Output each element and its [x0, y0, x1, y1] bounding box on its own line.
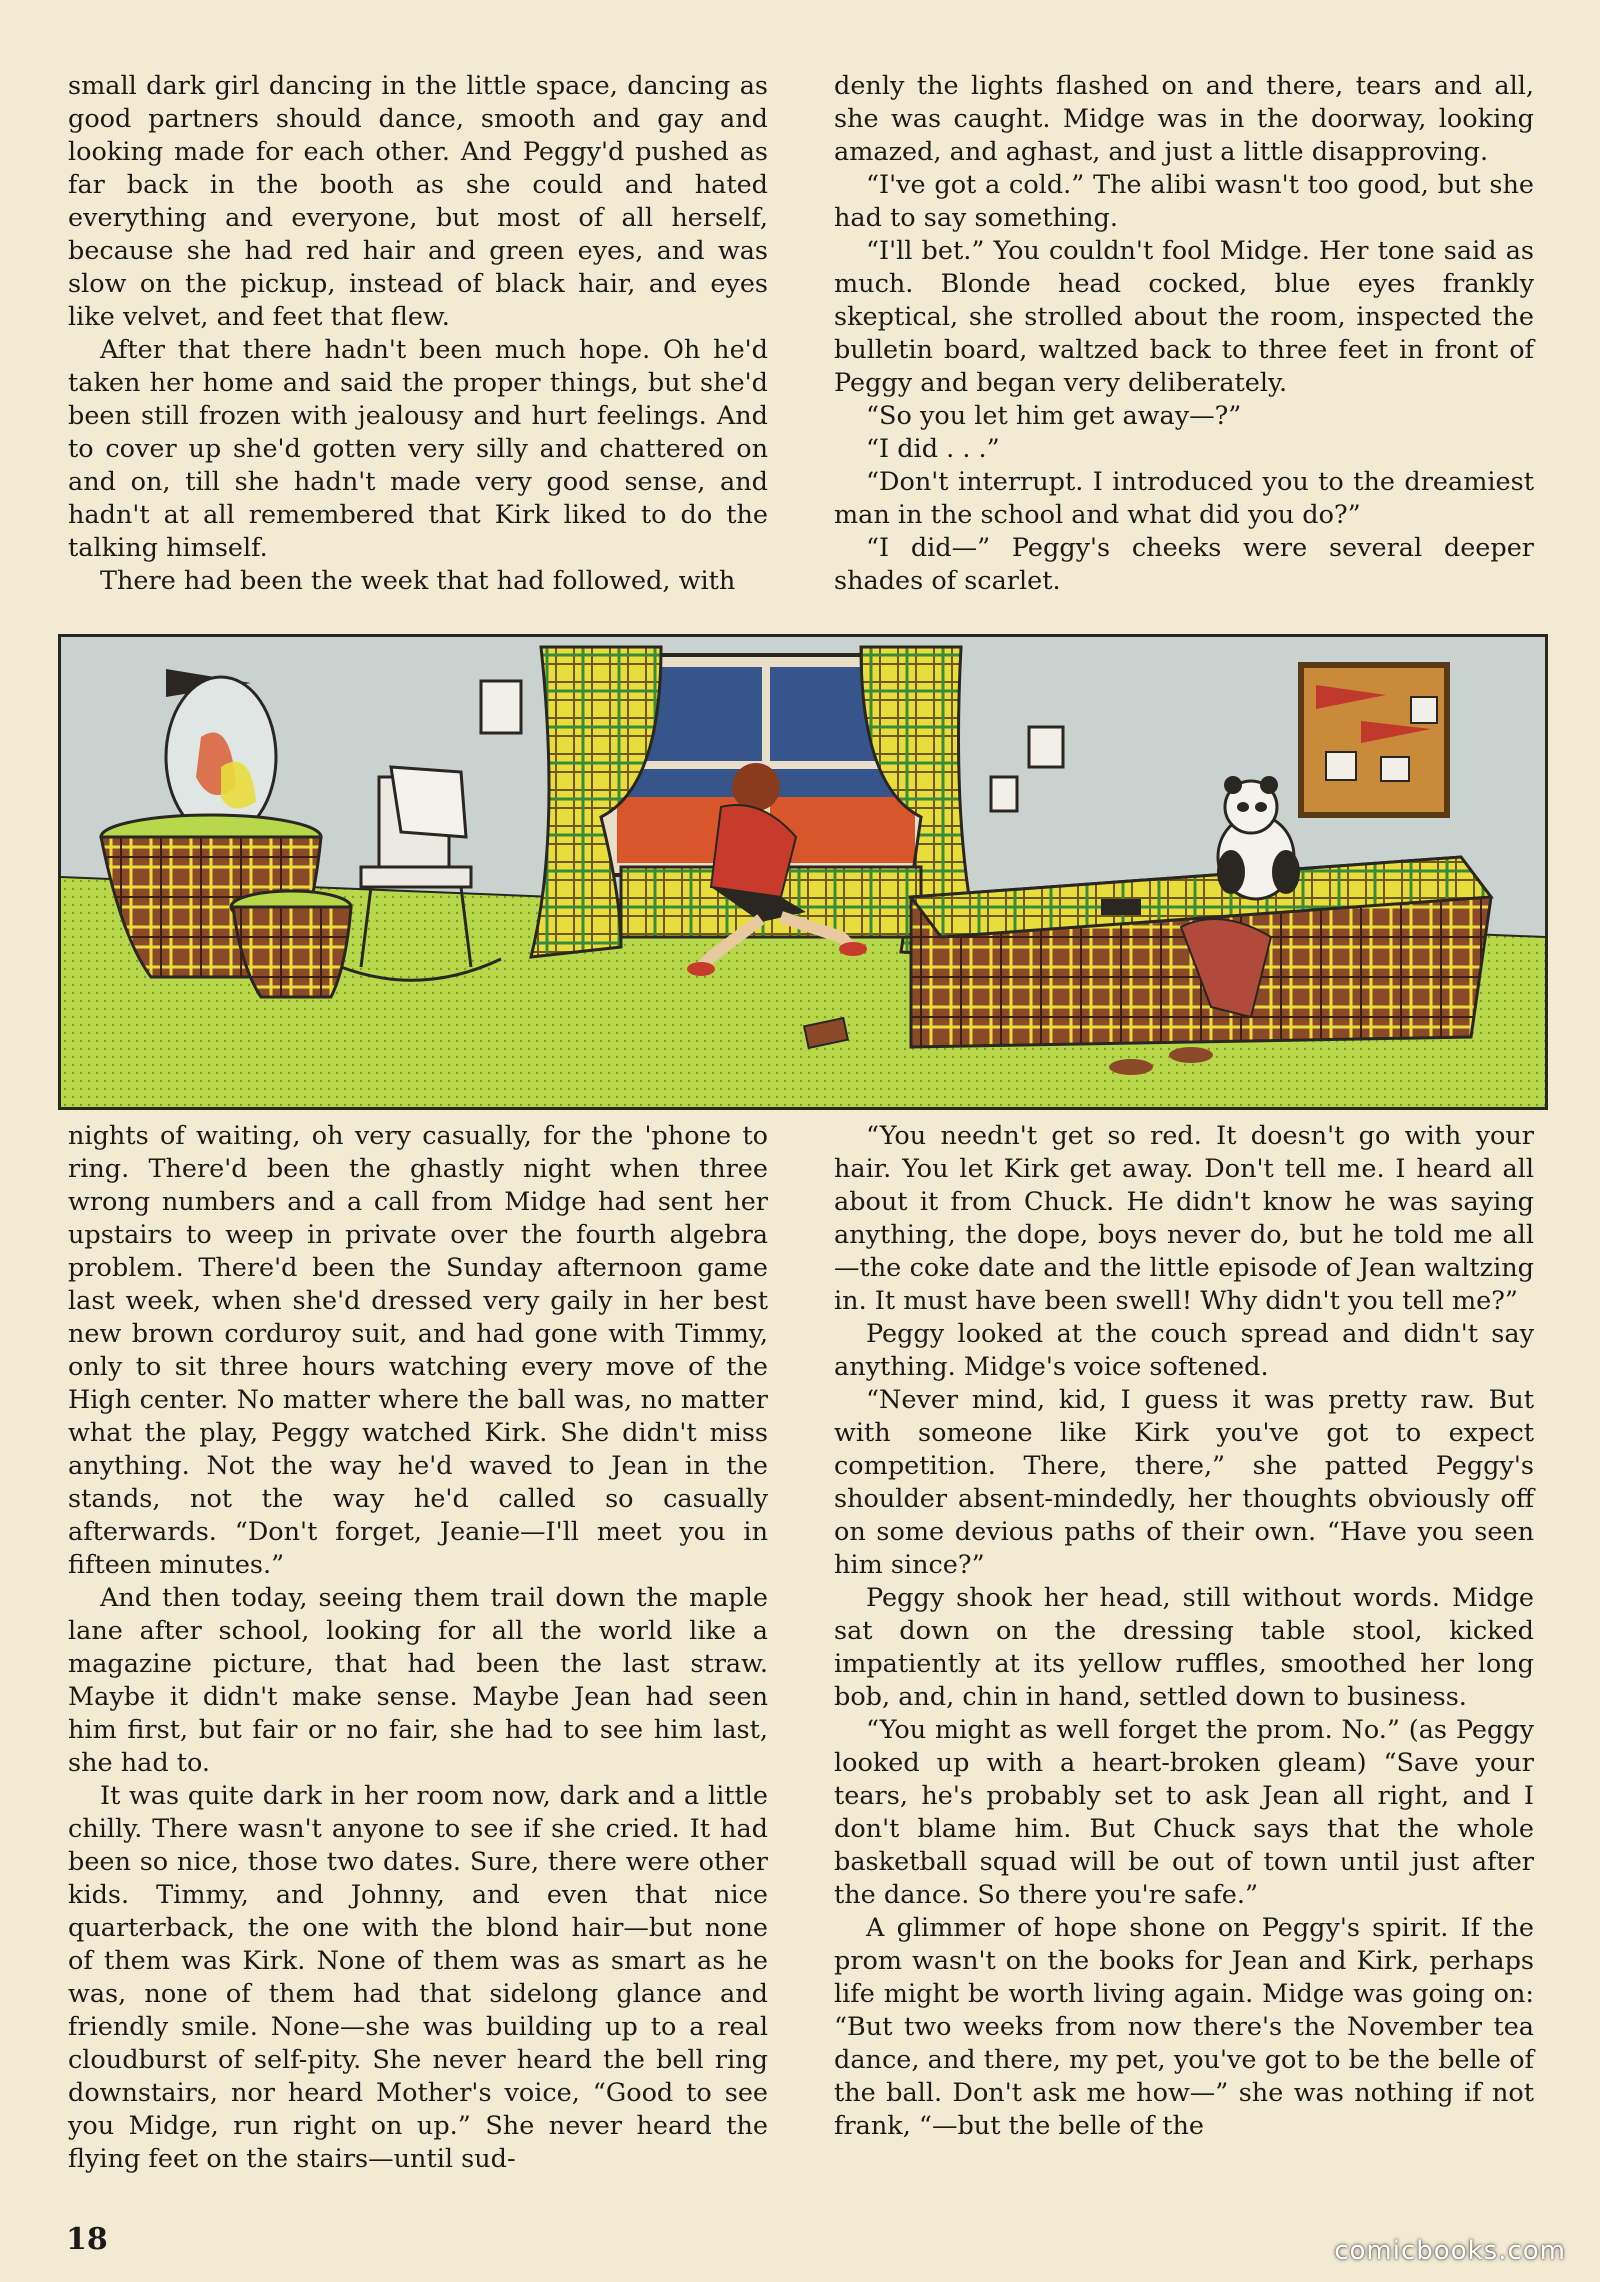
paragraph: “I did—” Peggy's cheeks were several deeper shades of scarlet. [834, 533, 1534, 596]
paragraph: Peggy looked at the couch spread and didn't say anything. Midge's voice softened. [834, 1319, 1534, 1382]
text-column-top-right [834, 70, 1534, 598]
text-column-bottom-right [834, 1120, 1534, 2143]
paragraph: “I did . . .” [866, 434, 1000, 464]
paragraph: “So you let him get away—?” [866, 401, 1242, 431]
paragraph: “Never mind, kid, I guess it was pretty raw. But with someone like Kirk you've got to expect competition. There, there,” she patted Peggy's shoulder absent-mindedly, her thoughts obviously off on some devious paths of their own. “Have you seen him since?” [834, 1385, 1534, 1580]
text-column-top-left [68, 70, 768, 598]
paragraph: It was quite dark in her room now, dark and a little chilly. There wasn't anyone to see if she cried. It had been so nice, those two dates. Sure, there were other kids. Timmy, and Johnny, and even that nice quarterback, the one with the blond hair—but none of them was Kirk. None of them was as smart as he was, none of them had that sidelong glance and friendly smile. None—she was building up to a real cloudburst of self-pity. She never heard the bell ring downstairs, nor heard Mother's voice, “Good to see you Midge, run right on up.” She never heard the flying feet on the stairs—until sud- [68, 1781, 768, 2174]
paragraph: After that there hadn't been much hope. Oh he'd taken her home and said the proper things, but she'd been still frozen with jealousy and hurt feelings. And to cover up she'd gotten very silly and chattered on and on, till she hadn't made very good sense, and hadn't at all remembered that Kirk liked to do the talking himself. [68, 335, 768, 563]
site-watermark: comicbooks.com [1334, 2236, 1566, 2266]
shoe-icon [1169, 1047, 1213, 1063]
wall-picture-icon [1029, 727, 1063, 767]
paragraph: “Don't interrupt. I introduced you to the dreamiest man in the school and what did you do?” [834, 467, 1534, 530]
bulletin-board [1301, 665, 1447, 815]
shoe-icon [1109, 1059, 1153, 1075]
paragraph: “I've got a cold.” The alibi wasn't too good, but she had to say something. [834, 170, 1534, 233]
paragraph: small dark girl dancing in the little space, dancing as good partners should dance, smooth and gay and looking made for each other. And Peggy'd pushed as far back in the booth as she could and hated everything and everyone, but most of all herself, because she had red hair and green eyes, and was slow on the pickup, instead of black hair, and eyes like velvet, and feet that flew. [68, 71, 768, 332]
page-number: 18 [66, 2222, 108, 2257]
paragraph: And then today, seeing them trail down the maple lane after school, looking for all the world like a magazine picture, that had been the last straw. Maybe it didn't make sense. Maybe Jean had seen him first, but fair or no fair, she had to see him last, she had to. [68, 1583, 768, 1778]
paragraph: denly the lights flashed on and there, tears and all, she was caught. Midge was in the doorway, looking amazed, and aghast, and just a little disapproving. [834, 71, 1534, 167]
wall-picture-icon [481, 681, 521, 733]
paragraph: Peggy shook her head, still without words. Midge sat down on the dressing table stool, kicked impatiently at its yellow ruffles, smoothed her long bob, and, chin in hand, settled down to business. [834, 1583, 1534, 1712]
paragraph: “You might as well forget the prom. No.” (as Peggy looked up with a heart-broken gleam) “Save your tears, he's probably set to ask Jean all right, and I don't blame him. But Chuck says that the whole basketball squad will be out of town until just after the dance. So there you're safe.” [834, 1715, 1534, 1910]
wall-picture-icon [991, 777, 1017, 811]
paragraph: nights of waiting, oh very casually, for the 'phone to ring. There'd been the ghastly night when three wrong numbers and a call from Midge had sent her upstairs to weep in private over the fourth algebra problem. There'd been the Sunday afternoon game last week, when she'd dressed very gaily in her best new brown corduroy suit, and had gone with Timmy, only to sit three hours watching every move of the High center. No matter where the ball was, no matter what the play, Peggy watched Kirk. She didn't miss anything. Not the way he'd waved to Jean in the stands, not the way he'd called so casually afterwards. “Don't forget, Jeanie—I'll meet you in fifteen minutes.” [68, 1121, 768, 1580]
paragraph: There had been the week that had followed, with [100, 566, 736, 596]
paragraph: “I'll bet.” You couldn't fool Midge. Her tone said as much. Blonde head cocked, blue eyes frankly skeptical, she strolled about the room, inspected the bulletin board, waltzed back to three feet in front of Peggy and began very deliberately. [834, 236, 1534, 398]
paragraph: A glimmer of hope shone on Peggy's spirit. If the prom wasn't on the books for Jean and Kirk, perhaps life might be worth living again. Midge was going on: “But two weeks from now there's the November tea dance, and there, my pet, you've got to be the belle of the ball. Don't ask me how—” she was nothing if not frank, “—but the belle of the [834, 1913, 1534, 2141]
bedroom-illustration [58, 634, 1548, 1110]
text-column-bottom-left [68, 1120, 768, 2176]
paragraph: “You needn't get so red. It doesn't go with your hair. You let Kirk get away. Don't tell me. I heard all about it from Chuck. He didn't know he was saying anything, the dope, boys never do, but he told me all—the coke date and the little episode of Jean waltzing in. It must have been swell! Why didn't you tell me?” [834, 1121, 1534, 1316]
